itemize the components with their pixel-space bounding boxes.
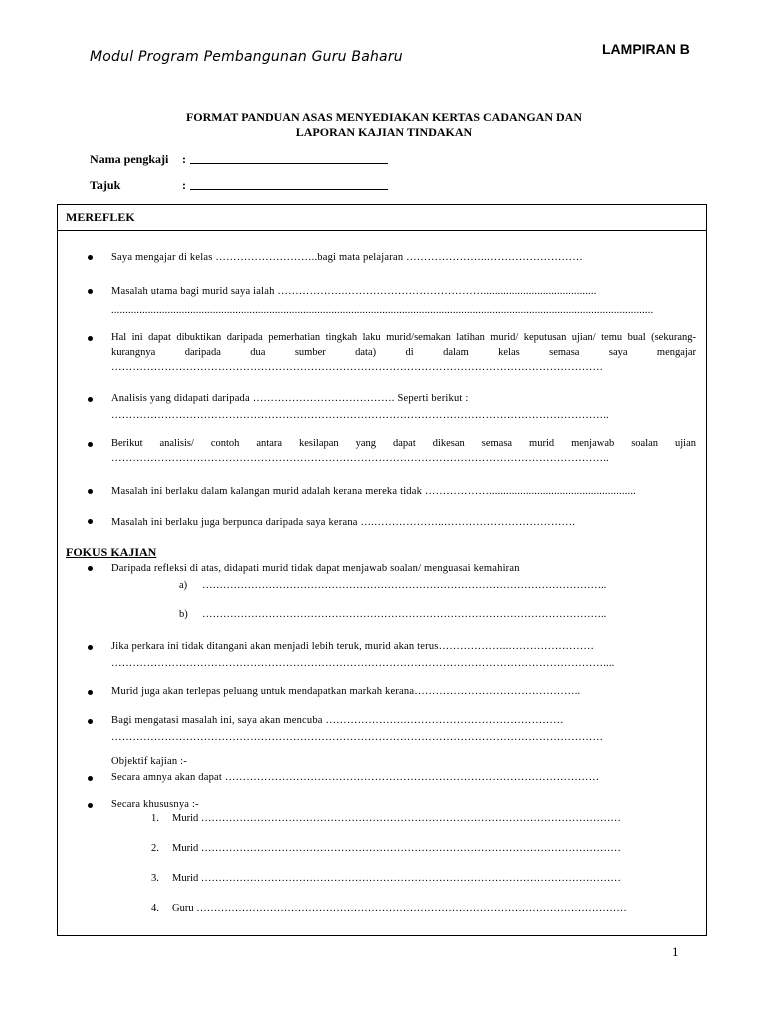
item-dots: …………………………………………………………………………………………………………………………..	[111, 410, 609, 421]
researcher-name-label: Nama pengkaji	[90, 152, 169, 166]
list-item	[111, 797, 696, 812]
item-text: Secara amnya akan dapat ……………………………………………………………………………………………	[111, 772, 600, 783]
bullet-icon	[88, 289, 93, 294]
list-item	[111, 284, 696, 318]
list-item	[111, 770, 696, 785]
topic-field	[90, 178, 186, 193]
list-item	[111, 639, 696, 671]
bullet-icon	[88, 719, 93, 724]
item-text: Berikut analisis/ contoh antara kesilapan yang dapat dikesan semasa murid menjawab soalan ujian	[111, 438, 696, 449]
name-underline	[190, 163, 388, 164]
module-title: Modul Program Pembangunan Guru Baharu	[90, 49, 403, 65]
sub-dots: ……………………………………………………………………………………………………..	[202, 609, 607, 620]
document-title-line2: LAPORAN KAJIAN TINDAKAN	[295, 125, 473, 139]
list-item	[111, 484, 696, 499]
number-label: 4.	[151, 903, 159, 914]
colon: :	[182, 152, 186, 166]
number-label: 1.	[151, 813, 159, 824]
item-text: Masalah ini berlaku dalam kalangan murid adalah kerana mereka tidak ………………....................................................	[111, 486, 636, 497]
bullet-icon	[88, 566, 93, 571]
sub-dots: ……………………………………………………………………………………………………..	[202, 580, 607, 591]
item-text: Masalah ini berlaku juga berpunca daripada saya kerana ….………………..……………………………….	[111, 517, 576, 528]
colon: :	[182, 178, 186, 192]
item-text: Bagi mengatasi masalah ini, saya akan mencuba ………………….………………………………………	[111, 715, 564, 726]
document-title-line1: FORMAT PANDUAN ASAS MENYEDIAKAN KERTAS CADANGAN DAN	[185, 110, 583, 124]
bullet-icon	[88, 690, 93, 695]
item-text: Daripada refleksi di atas, didapati murid tidak dapat menjawab soalan/ menguasai kemahiran	[111, 563, 520, 574]
bullet-icon	[88, 442, 93, 447]
item-dots: …………………………………………………………………………………………………………………………....	[111, 658, 615, 669]
item-text: Secara khususnya :-	[111, 799, 199, 810]
item-text: Jika perkara ini tidak ditangani akan menjadi lebih teruk, murid akan terus………………..……………………	[111, 641, 595, 652]
item-text: Saya mengajar di kelas ………………………..bagi mata pelajaran …………………..………………………	[111, 252, 583, 263]
item-dots: …………………………………………………………………………………………………………………………..	[111, 453, 609, 464]
item-text: Hal ini dapat dibuktikan daripada pemerhatian tingkah laku murid/semakan latihan murid/ keputusan ujian/ temu bual (sekurang-kurangnya daripada dua sumber data) di dalam kelas semasa saya mengajar	[111, 332, 696, 358]
sub-label: b)	[179, 609, 188, 620]
bullet-icon	[88, 336, 93, 341]
item-text: Masalah utama bagi murid saya ialah ……………….…………………………………........................................	[111, 286, 597, 297]
item-text: Analisis yang didapati daripada …………………………………. Seperti berikut :	[111, 393, 469, 404]
bullet-icon	[88, 397, 93, 402]
list-item	[111, 391, 696, 423]
numbered-item: Guru ……………………………………………………………………………………………………………	[172, 903, 627, 914]
item-dots: …………………………………………………………………………………………………………………………	[111, 732, 604, 743]
objective-label	[111, 754, 696, 769]
topic-underline	[190, 189, 388, 190]
list-item	[111, 330, 696, 375]
bullet-icon	[88, 776, 93, 781]
page-number: 1	[672, 944, 679, 959]
numbered-item: Murid …………………………………………………………………………………………………………	[172, 813, 621, 824]
reflect-header	[58, 205, 706, 231]
number-label: 3.	[151, 873, 159, 884]
bullet-icon	[88, 803, 93, 808]
sub-label: a)	[179, 580, 188, 591]
appendix-label: LAMPIRAN B	[602, 41, 690, 57]
numbered-item: Murid …………………………………………………………………………………………………………	[172, 873, 621, 884]
list-item	[111, 713, 696, 745]
list-item	[111, 515, 696, 530]
form-box	[57, 204, 707, 936]
bullet-icon	[88, 519, 93, 524]
researcher-name-field	[90, 152, 186, 167]
list-item	[111, 684, 696, 699]
item-text: Murid juga akan terlepas peluang untuk mendapatkan markah kerana………………………………………..	[111, 686, 581, 697]
list-item	[111, 436, 696, 466]
topic-label: Tajuk	[90, 178, 121, 192]
list-item	[111, 561, 696, 576]
focus-heading: FOKUS KAJIAN	[66, 545, 157, 559]
bullet-icon	[88, 255, 93, 260]
item-dots: ................................................................................................................................................................................................	[111, 305, 654, 316]
numbered-item: Murid …………………………………………………………………………………………………………	[172, 843, 621, 854]
list-item	[111, 250, 696, 265]
number-label: 2.	[151, 843, 159, 854]
item-dots: …………………………………………………………………………………………………………………………	[111, 362, 604, 373]
bullet-icon	[88, 645, 93, 650]
reflect-heading: MEREFLEK	[66, 210, 135, 224]
bullet-icon	[88, 489, 93, 494]
objective-text: Objektif kajian :-	[111, 756, 187, 767]
